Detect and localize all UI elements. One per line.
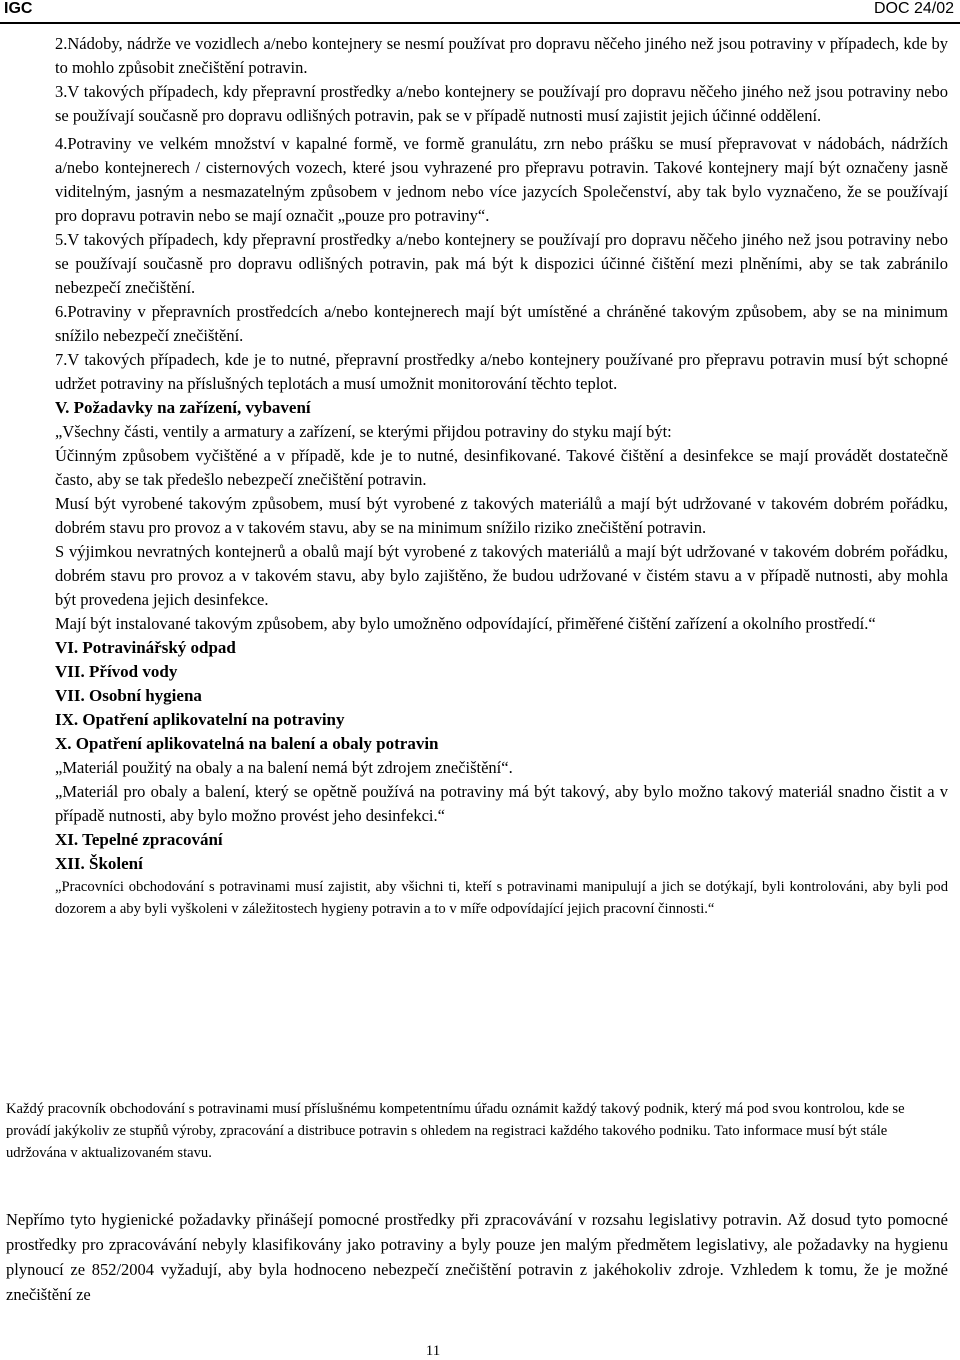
section-heading-v: V. Požadavky na zařízení, vybavení: [55, 398, 311, 417]
packaging-quote-2: „Materiál pro obaly a balení, který se opětně používá na potraviny má být takový, aby bylo možno takový materiál snadno čistit a v případě nutnosti, aby bylo možno provést jeho desinfekci.“: [55, 782, 948, 825]
equipment-item-cleaning: Účinným způsobem vyčištěné a v případě, kde je to nutné, desinfikované. Takové čištění a desinfekce se mají provádět dostatečně často, aby se tak předešlo nebezpečí znečištění potravin.: [55, 446, 948, 489]
section-heading-vi: VI. Potravinářský odpad: [55, 638, 236, 657]
equipment-intro: „Všechny části, ventily a armatury a zařízení, se kterými přijdou potraviny do styku mají být:: [55, 422, 672, 441]
section-heading-xii: XII. Školení: [55, 854, 143, 873]
equipment-item-materials: Musí být vyrobené takovým způsobem, musí být vyrobené z takových materiálů a mají být udržované v takovém dobrém pořádku, dobrém stavu pro provoz a v takovém stavu, aby se na minimum snížilo riziko znečištění potravin.: [55, 494, 948, 537]
training-quote: „Pracovníci obchodování s potravinami musí zajistit, aby všichni ti, kteří s potravinami manipulují a jich se dotýkají, byli kontrolováni, aby byli pod dozorem a aby byli vyškoleni v záležitostech hygieny potravin a to v míře odpovídající jejich pracovní činnosti.“: [55, 879, 948, 917]
section-heading-vii: VII. Přívod vody: [55, 662, 178, 681]
packaging-quote-1: „Materiál použitý na obaly a na balení nemá být zdrojem znečištění“.: [55, 758, 513, 777]
document-body: [55, 32, 948, 920]
header-document-id: DOC 24/02: [873, 0, 954, 17]
section-heading-viii: VII. Osobní hygiena: [55, 686, 202, 705]
page-number: 11: [425, 1343, 441, 1359]
equipment-item-installation: Mají být instalované takovým způsobem, aby bylo umožněno odpovídající, přiměřené čištění zařízení a okolního prostředí.“: [55, 614, 876, 633]
section-heading-x: X. Opatření aplikovatelná na balení a obaly potravin: [55, 734, 439, 753]
legislation-paragraph: Nepřímo tyto hygienické požadavky přinášejí pomocné prostředky při zpracovávání v rozsahu legislativy potravin. Až dosud tyto pomocné prostředky pro zpracovávání nebyly klasifikovány jako potraviny a byly pouze jen malým předmětem legislativy, ale požadavky na hygienu plynoucí ze 852/2004 vyžadují, aby byla hodnoceno nebezpečí znečištění potravin z jakéhokoliv zdroje. Vzhledem k tomu, že je možné znečištění ze: [6, 1210, 948, 1304]
registration-note: Každý pracovník obchodování s potravinami musí příslušnému kompetentnímu úřadu oznámit každý takový podnik, který má pod svou kontrolou, kde se provádí jakýkoliv ze stupňů výroby, zpracování a distribuce potravin s ohledem na registraci každého takového podniku. Tato informace musí být stále udržována v aktualizovaném stavu.: [6, 1101, 905, 1161]
paragraph-2: 2.Nádoby, nádrže ve vozidlech a/nebo kontejnery se nesmí používat pro dopravu něčeho jiného než jsou potraviny v případech, kde by to mohlo způsobit znečištění potravin.: [55, 34, 948, 77]
paragraph-3: 3.V takových případech, kdy přepravní prostředky a/nebo kontejnery se používají pro dopravu něčeho jiného než jsou potraviny nebo se používají současně pro dopravu odlišných potravin, pak se v případě nutnosti musí zajistit jejich účinné oddělení.: [55, 82, 948, 125]
equipment-item-containers: S výjimkou nevratných kontejnerů a obalů mají být vyrobené z takových materiálů a mají být udržované v takovém dobrém pořádku, dobrém stavu pro provoz a v takovém stavu, aby bylo zajištěno, že budou udržované v čistém stavu a v případě nutnosti, aby mohla být provedena jejich desinfekce.: [55, 542, 948, 609]
header-organization: IGC: [4, 0, 33, 17]
paragraph-7: 7.V takových případech, kde je to nutné, přepravní prostředky a/nebo kontejnery používané pro přepravu potravin musí být schopné udržet potraviny na příslušných teplotách a musí umožnit monitorování těchto teplot.: [55, 350, 948, 393]
paragraph-5: 5.V takových případech, kdy přepravní prostředky a/nebo kontejnery se používají pro dopravu něčeho jiného než jsou potraviny nebo se používají současně pro dopravu odlišných potravin, pak má být k dispozici účinné čištění mezi plněními, aby se tak zabránilo nebezpečí znečištění.: [55, 230, 948, 297]
page-header: [0, 0, 960, 24]
section-heading-xi: XI. Tepelné zpracování: [55, 830, 223, 849]
paragraph-6: 6.Potraviny v přepravních prostředcích a/nebo kontejnerech mají být umístěné a chráněné takovým způsobem, aby se na minimum snížilo nebezpečí znečištění.: [55, 302, 948, 345]
paragraph-4: 4.Potraviny ve velkém množství v kapalné formě, ve formě granulátu, zrn nebo prášku se musí přepravovat v nádobách, nádržích a/nebo kontejnerech / cisternových vozech, které jsou vyhrazené pro přepravu potravin. Takové kontejnery mají být označeny jasně viditelným, jasným a nesmazatelným způsobem v jednom nebo více jazycích Společenství, aby tak bylo vyznačeno, že se používají pro dopravu potravin nebo se mají označit „pouze pro potraviny“.: [55, 134, 948, 225]
section-heading-ix: IX. Opatření aplikovatelní na potraviny: [55, 710, 345, 729]
